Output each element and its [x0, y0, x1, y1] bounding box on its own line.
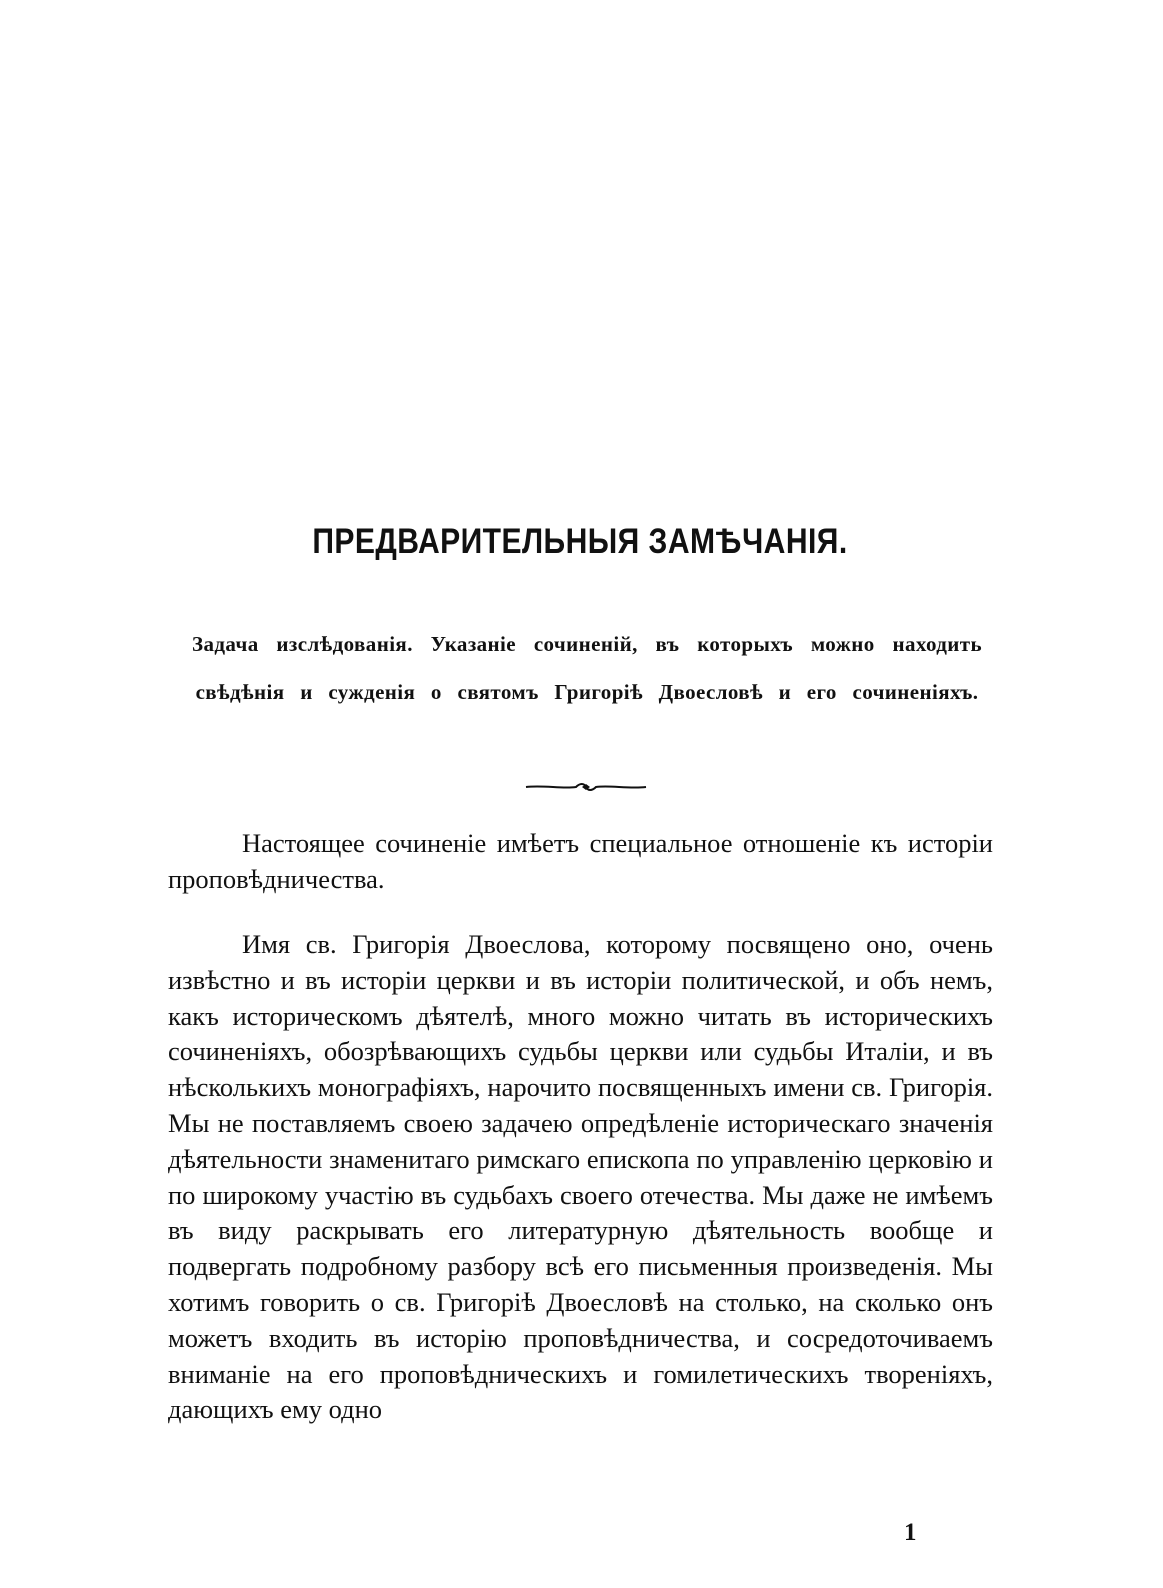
paragraph-text: Имя св. Григорія Двоеслова, которому посвящено оно, очень извѣстно и въ исторіи церкви и въ исторіи политической, и объ немъ, какъ историческомъ дѣятелѣ, много можно читать въ историческихъ сочиненіяхъ, обозрѣвающихъ судьбы церкви или судьбы Италіи, и въ нѣсколькихъ монографіяхъ, нарочито посвященныхъ имени св. Григорія. Мы не поставляемъ своею задачею опредѣленіе историческаго значенія дѣятельности знаменитаго римскаго епископа по управленію церковію и по широкому участію въ судьбахъ своего отечества. Мы даже не имѣемъ въ виду раскрывать его литературную дѣятельность вообще и подвергать подробному разбору всѣ его письменныя произведенія. Мы хотимъ говорить о св. Григоріѣ Двоесловѣ на столько, на сколько онъ можетъ входить въ исторію проповѣдничества, и сосредоточиваемъ вниманіе на его проповѣдническихъ и гомилетическихъ твореніяхъ, дающихъ ему одно	[168, 929, 993, 1425]
body-paragraph-1	[168, 826, 993, 898]
paragraph-text: Настоящее сочиненіе имѣетъ специальное отношеніе къ исторіи проповѣдничества.	[168, 828, 993, 894]
page-number: 1	[904, 1519, 917, 1546]
chapter-title: ПРЕДВАРИТЕЛЬНЫЯ ЗАМѢЧАНІЯ.	[312, 522, 848, 561]
ornamental-divider-icon	[524, 780, 648, 794]
chapter-summary: Задача изслѣдованія. Указаніе сочиненій, въ которыхъ можно находить свѣдѣнія и сужденія о святомъ Григоріѣ Двоесловѣ и его сочиненіяхъ.	[192, 632, 982, 704]
body-paragraph-2	[168, 927, 993, 1428]
